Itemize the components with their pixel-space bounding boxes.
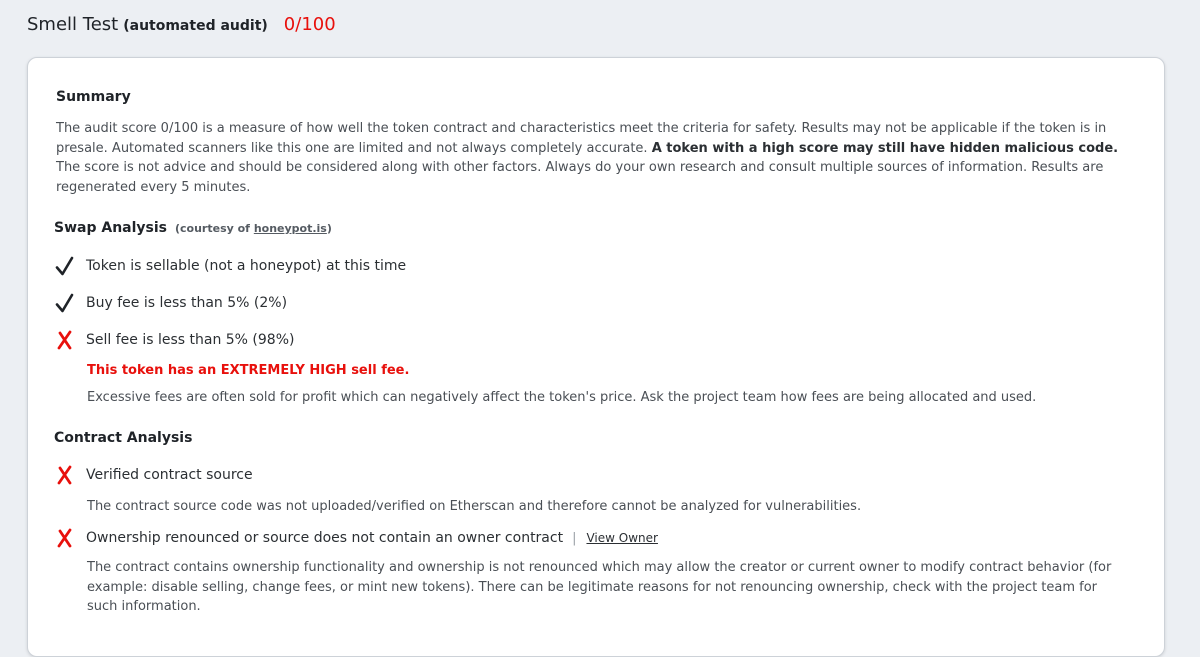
swap-analysis-header (54, 220, 332, 236)
check-icon (54, 292, 76, 314)
courtesy-suffix: ) (326, 222, 332, 235)
swap-check-row (54, 292, 287, 314)
sell-fee-detail: Excessive fees are often sold for profit which can negatively affect the token's price. Ask the project team how fees are being allocated and used. (87, 390, 1037, 405)
page-title: Smell Test (27, 14, 119, 35)
cross-icon (54, 464, 76, 486)
contract-check-row (54, 464, 253, 486)
contract-check-label: Verified contract source (86, 467, 253, 483)
contract-analysis-heading: Contract Analysis (54, 430, 193, 446)
courtesy-prefix: (courtesy of (175, 222, 254, 235)
swap-analysis-heading: Swap Analysis (54, 220, 167, 236)
link-separator: | (572, 530, 577, 546)
audit-score: 0/100 (283, 14, 336, 35)
contract-check-detail: The contract source code was not uploaded/verified on Etherscan and therefore cannot be analyzed for vulnerabilities. (87, 499, 862, 514)
contract-check-row (54, 527, 658, 549)
summary-heading: Summary (56, 89, 131, 105)
honeypot-link[interactable]: honeypot.is (253, 222, 327, 235)
swap-check-row (54, 255, 406, 277)
page-header (27, 14, 336, 42)
view-owner-link[interactable]: View Owner (586, 531, 658, 545)
cross-icon (54, 527, 76, 549)
swap-check-label: Buy fee is less than 5% (2%) (86, 295, 288, 311)
summary-text-bold: A token with a high score may still have hidden malicious code. (651, 140, 1119, 156)
sell-fee-warning: This token has an EXTREMELY HIGH sell fee. (87, 363, 410, 378)
swap-check-row (54, 329, 294, 351)
summary-text (56, 119, 1136, 197)
summary-text-part-1: The audit score 0/100 is a measure of how well the token contract and characteristics meet the criteria for safety. Results may not be applicable if the token is in presale. Automated scanners like this one are limited and not always completely accurate. (56, 121, 1107, 156)
contract-check-detail: The contract contains ownership functionality and ownership is not renounced which may allow the creator or current owner to modify contract behavior (for example: disable selling, change fees, or mint new tokens). There can be legitimate reasons for not renouncing ownership, check with the project team for such information. (87, 560, 1112, 614)
check-icon (54, 255, 76, 277)
swap-check-label: Sell fee is less than 5% (98%) (86, 332, 295, 348)
audit-card (27, 57, 1165, 657)
cross-icon (54, 329, 76, 351)
swap-check-label: Token is sellable (not a honeypot) at this time (86, 258, 407, 274)
summary-text-part-2: The score is not advice and should be considered along with other factors. Always do your own research and consult multiple sources of information. Results are regenerated every 5 minutes. (56, 160, 1104, 195)
page-subtitle: (automated audit) (123, 18, 268, 34)
contract-check-label: Ownership renounced or source does not contain an owner contract (86, 530, 564, 546)
courtesy-note (175, 222, 332, 235)
